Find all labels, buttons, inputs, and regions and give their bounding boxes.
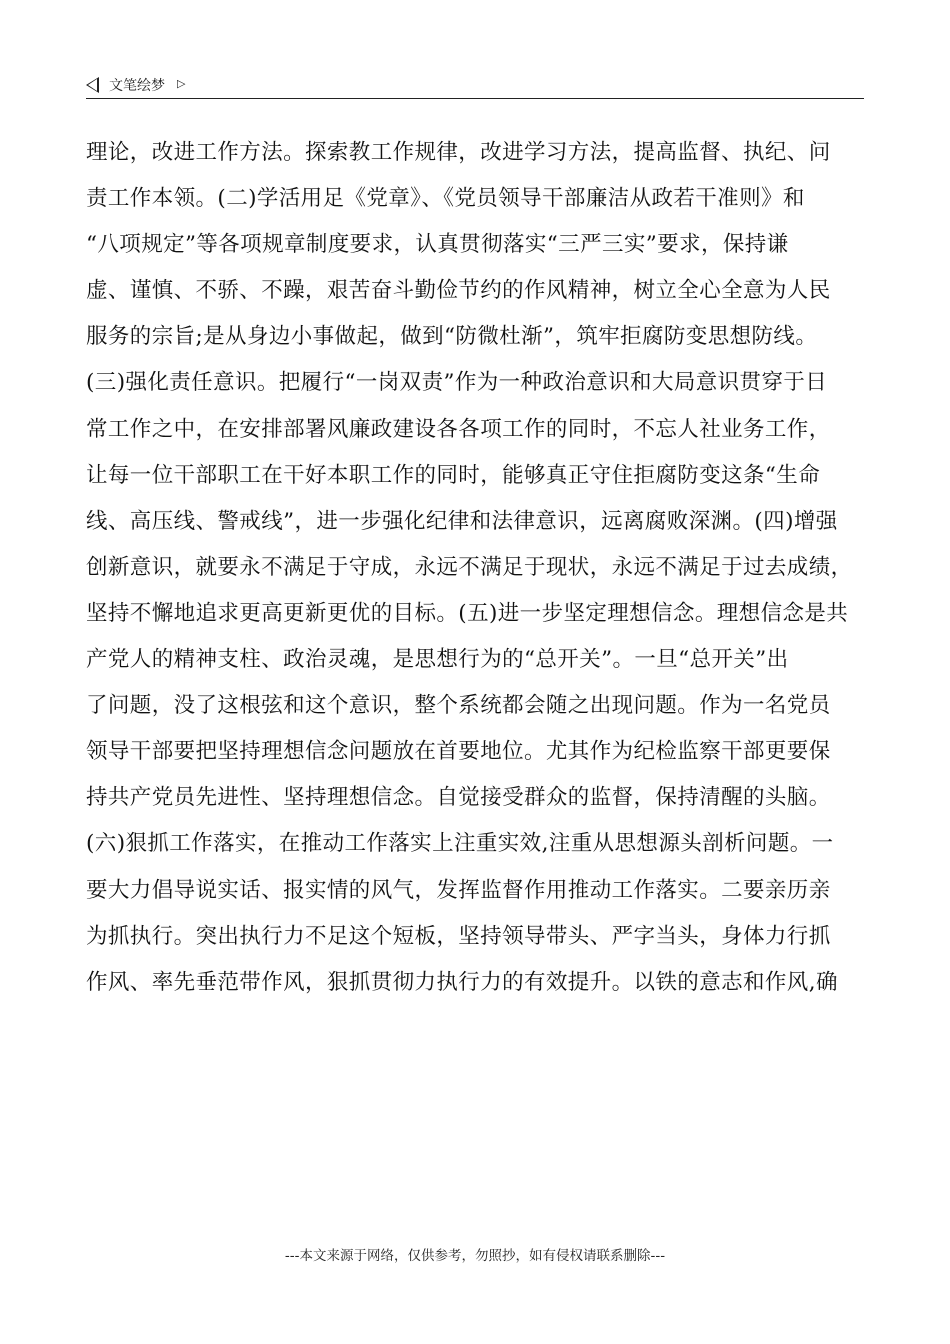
document-body: [86, 130, 876, 1006]
text-line: 作风、率先垂范带作风，狠抓贯彻力执行力的有效提升。以铁的意志和作风,确: [86, 969, 838, 995]
text-line: 线、高压线、警戒线”，进一步强化纪律和法律意识，远离腐败深渊。(四)增强: [86, 508, 838, 534]
text-line: 理论，改进工作方法。探索教工作规律，改进学习方法，提高监督、执纪、问: [86, 140, 831, 165]
text-line: 服务的宗旨;是从身边小事做起，做到“防微杜渐”，筑牢拒腐防变思想防线。: [86, 324, 818, 350]
text-line: 持共产党员先进性、坚持理想信念。自觉接受群众的监督，保持清醒的头脑。: [86, 785, 831, 811]
text-line: 坚持不懈地追求更高更新更优的目标。(五)进一步坚定理想信念。理想信念是共: [86, 600, 849, 626]
text-line: 创新意识，就要永不满足于守成，永远不满足于现状，永远不满足于过去成绩，: [86, 554, 853, 580]
text-line: (六)狠抓工作落实，在推动工作落实上注重实效,注重从思想源头剖析问题。一: [86, 831, 834, 857]
triangle-right-icon: ▷: [177, 76, 186, 90]
text-line: 常工作之中，在安排部署风廉政建设各各项工作的同时，不忘人社业务工作，: [86, 416, 831, 442]
header-title: 文笔绘梦: [109, 78, 165, 94]
page-header: [86, 72, 864, 99]
text-line: (三)强化责任意识。把履行“一岗双责”作为一种政治意识和大局意识贯穿于日: [86, 370, 828, 396]
page-footer-disclaimer: ---本文来源于网络，仅供参考，勿照抄，如有侵权请联系删除---: [284, 1248, 666, 1264]
text-line: 了问题，没了这根弦和这个意识，整个系统都会随之出现问题。作为一名党员: [86, 693, 831, 719]
triangle-left-icon: [86, 77, 99, 93]
text-line: 产党人的精神支柱、政治灵魂，是思想行为的“总开关”。一旦“总开关”出: [86, 647, 789, 673]
text-line: 为抓执行。突出执行力不足这个短板，坚持领导带头、严字当头，身体力行抓: [86, 923, 831, 949]
text-line: “八项规定”等各项规章制度要求，认真贯彻落实“三严三实”要求，保持谦: [86, 232, 789, 258]
text-line: 要大力倡导说实话、报实情的风气，发挥监督作用推动工作落实。二要亲历亲: [86, 877, 831, 903]
text-line: 虚、谨慎、不骄、不躁，艰苦奋斗勤俭节约的作风精神，树立全心全意为人民: [86, 278, 831, 304]
text-line: 责工作本领。(二)学活用足《党章》、《党员领导干部廉洁从政若干准则》和: [86, 186, 805, 212]
text-line: 让每一位干部职工在干好本职工作的同时，能够真正守住拒腐防变这条“生命: [86, 462, 821, 488]
text-line: 领导干部要把坚持理想信念问题放在首要地位。尤其作为纪检监察干部更要保: [86, 739, 831, 765]
